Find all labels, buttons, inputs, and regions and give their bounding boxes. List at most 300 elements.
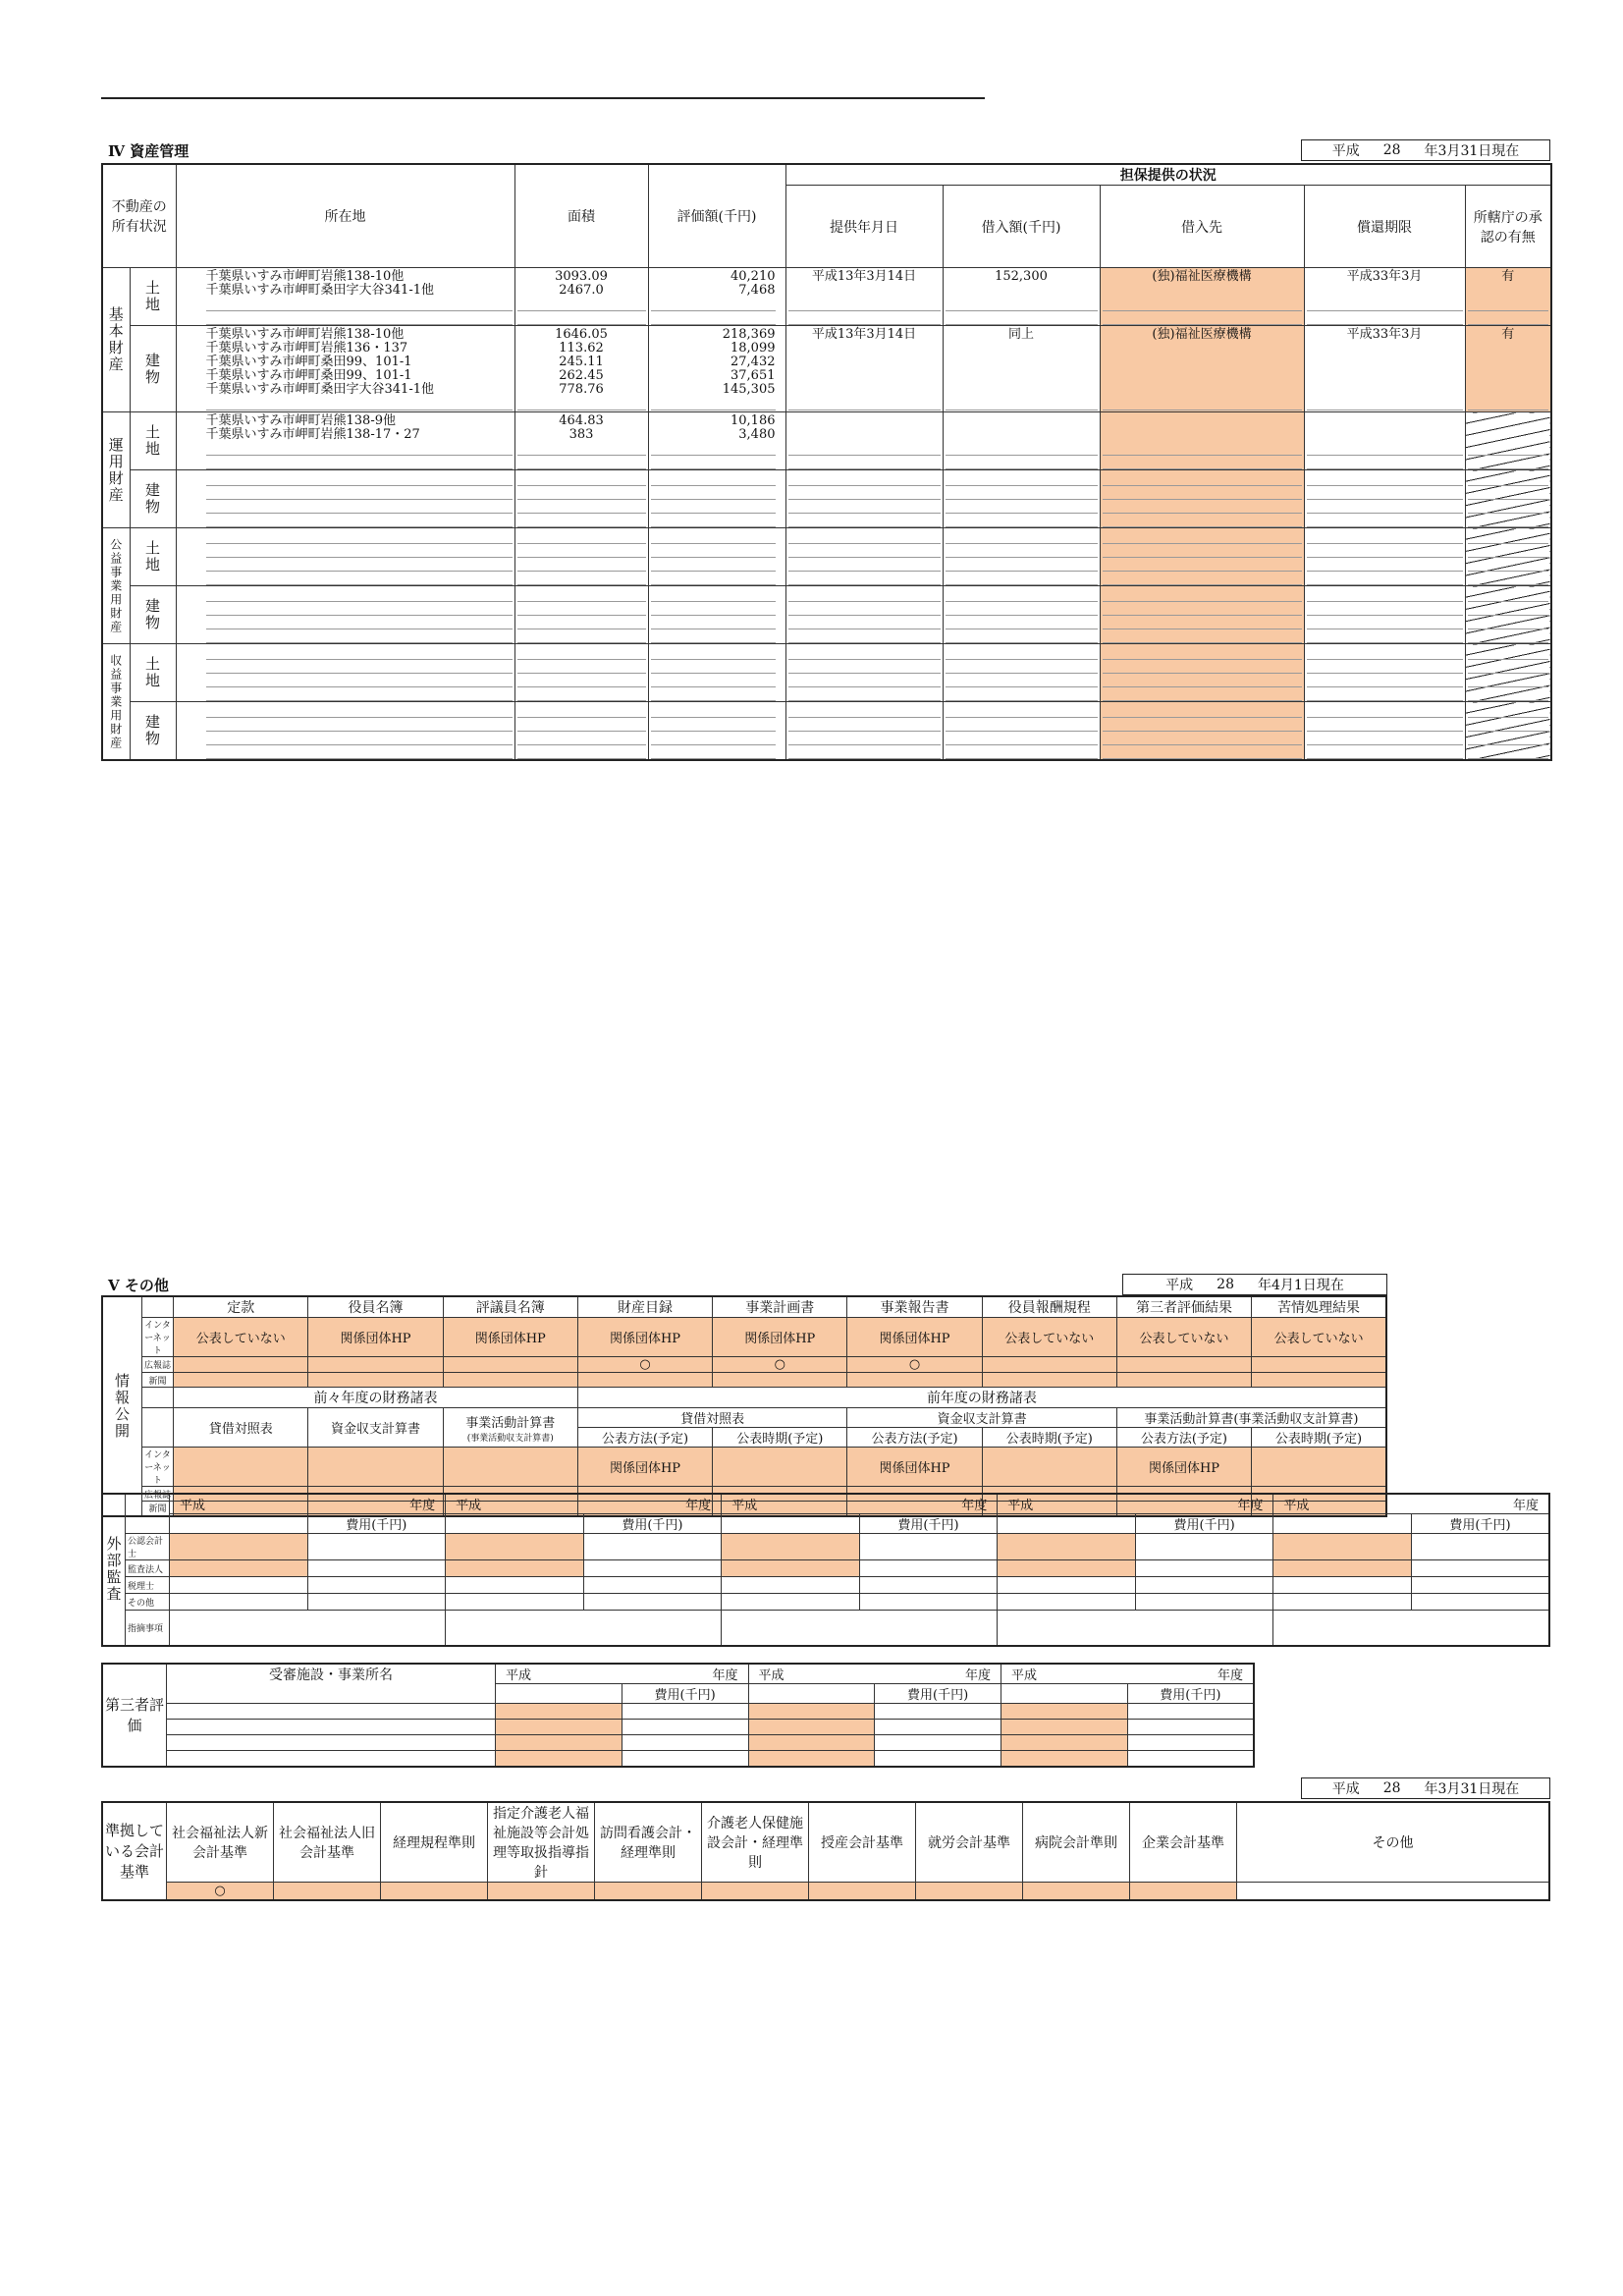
location-cell — [176, 586, 514, 644]
repay-cell-value — [1307, 414, 1463, 428]
cost-header: 費用(千円) — [859, 1514, 998, 1534]
location-cell-values — [206, 530, 513, 585]
repay-cell-values — [1307, 704, 1463, 759]
location-cell-value: 千葉県いすみ市岬町岩熊138-9他 — [205, 413, 396, 428]
info-value — [308, 1357, 443, 1373]
sub-label: 土地 — [130, 644, 176, 702]
ruled-line — [788, 588, 941, 602]
third-cell — [748, 1720, 875, 1735]
acct-mark — [809, 1883, 916, 1900]
ruled-line — [517, 687, 646, 701]
ruled-line — [788, 745, 941, 759]
info-value — [1116, 1373, 1251, 1388]
ruled-line — [788, 732, 941, 745]
remark-cell — [170, 1611, 446, 1646]
ruled-line — [1103, 544, 1302, 558]
pub-subheader — [1117, 1428, 1385, 1447]
era: 平成 — [1283, 1499, 1310, 1513]
ruled-line — [651, 674, 776, 687]
ruled-line — [206, 514, 513, 527]
ruled-line — [788, 298, 941, 311]
third-cell — [1001, 1751, 1128, 1767]
accounting-table — [101, 1801, 1550, 1901]
ruled-line — [206, 530, 513, 544]
loan-cell-values — [946, 646, 1098, 701]
ruled-line — [1468, 687, 1549, 701]
era: 平成 — [456, 1499, 482, 1513]
acct-mark — [595, 1883, 702, 1900]
info-col-header: 第三者評価結果 — [1116, 1296, 1251, 1318]
fin-value — [713, 1448, 847, 1487]
row-label: 公認会計士 — [126, 1534, 170, 1560]
cost-cell — [859, 1560, 998, 1577]
value-cell-value: 18,099 — [730, 341, 776, 355]
ruled-line — [206, 704, 513, 718]
ruled-line — [1103, 558, 1302, 572]
loan-cell — [943, 326, 1100, 412]
cost-cell — [583, 1577, 722, 1594]
area-cell-value: 1646.05 — [555, 327, 608, 342]
approval-cell-values — [1468, 704, 1549, 759]
date-cell — [785, 586, 943, 644]
repay-cell-values — [1307, 530, 1463, 585]
loan-cell-value — [946, 383, 1098, 397]
ruled-line — [517, 298, 646, 311]
info-col-header: 事業報告書 — [847, 1296, 982, 1318]
date-md: 年3月31日現在 — [1424, 143, 1520, 159]
acct-col-header: 授産会計基準 — [809, 1802, 916, 1883]
ruled-line — [1307, 544, 1463, 558]
ruled-line — [1468, 486, 1549, 500]
nendo: 年度 — [712, 1668, 738, 1683]
group-label: 公益事業用財産 — [102, 528, 130, 644]
ruled-line — [788, 486, 941, 500]
ruled-line — [206, 442, 513, 456]
cost-cell — [875, 1735, 1001, 1751]
date-cell — [785, 644, 943, 702]
ruled-line — [517, 500, 646, 514]
cost-header: 費用(千円) — [1411, 1514, 1549, 1534]
ruled-line — [517, 602, 646, 616]
ruled-line — [517, 397, 646, 410]
ruled-line — [788, 456, 941, 469]
blank-cell — [170, 1514, 308, 1534]
cost-cell — [859, 1594, 998, 1611]
ruled-line — [517, 486, 646, 500]
cost-cell — [622, 1735, 748, 1751]
ruled-line — [206, 602, 513, 616]
info-value — [1252, 1357, 1386, 1373]
ruled-line — [788, 442, 941, 456]
ruled-line — [1307, 660, 1463, 674]
loan-cell-value: 同上 — [1007, 327, 1034, 342]
ruled-line — [1103, 530, 1302, 544]
info-col-header: 財産目録 — [577, 1296, 712, 1318]
pub-method: 公表方法(予定) — [578, 1428, 713, 1447]
value-cell — [648, 644, 785, 702]
third-row — [102, 1704, 1254, 1720]
date-cell-values — [788, 588, 941, 643]
cost-cell — [583, 1594, 722, 1611]
ruled-line — [1307, 572, 1463, 585]
ruled-line — [1307, 298, 1463, 311]
ruled-line — [1103, 646, 1302, 660]
ruled-line — [651, 602, 776, 616]
fin-value — [982, 1448, 1116, 1487]
lender-cell-values — [1103, 530, 1302, 585]
date-cell-value — [788, 414, 941, 428]
value-header: 評価額(千円) — [648, 164, 785, 268]
location-cell-values — [206, 646, 513, 701]
acct-col-header: 社会福祉法人新会計基準 — [167, 1802, 274, 1883]
ruled-line — [1468, 544, 1549, 558]
lender-cell — [1100, 528, 1304, 586]
ruled-line — [1468, 674, 1549, 687]
ruled-line — [946, 486, 1098, 500]
date-era: 平成 — [1331, 143, 1360, 159]
audit-table — [101, 1493, 1550, 1647]
date-cell-values — [788, 530, 941, 585]
ruled-line — [206, 298, 513, 311]
ruled-line — [946, 718, 1098, 732]
ruled-line — [651, 660, 776, 674]
ruled-line — [651, 588, 776, 602]
ruled-line — [517, 572, 646, 585]
ruled-line — [1468, 456, 1549, 469]
row-label: 監査法人 — [126, 1560, 170, 1577]
pub-time: 公表時期(予定) — [736, 1432, 824, 1447]
info-value — [577, 1373, 712, 1388]
loan-cell — [943, 702, 1100, 761]
area-cell-values — [517, 646, 646, 701]
ruled-line — [1307, 616, 1463, 629]
lender-cell — [1100, 586, 1304, 644]
third-row — [102, 1751, 1254, 1767]
repay-cell-value — [1307, 369, 1463, 383]
info-value: 関係団体HP — [713, 1318, 847, 1357]
era: 平成 — [506, 1668, 532, 1683]
ruled-line — [1468, 616, 1549, 629]
approval-cell — [1465, 644, 1551, 702]
audit-year-cell — [1273, 1494, 1549, 1514]
ruled-line — [517, 616, 646, 629]
repay-cell — [1304, 702, 1465, 761]
loan-header: 借入額(千円) — [943, 186, 1100, 268]
remark-cell — [446, 1611, 722, 1646]
pub-time: 公表時期(予定) — [1005, 1432, 1093, 1447]
remark-cell — [998, 1611, 1273, 1646]
approval-cell-value — [1468, 383, 1549, 397]
ruled-line — [946, 588, 1098, 602]
ruled-line — [1468, 472, 1549, 486]
info-value: ○ — [577, 1357, 712, 1373]
location-cell — [176, 470, 514, 528]
blank-cell — [141, 1408, 173, 1448]
date-year: 28 — [1217, 1277, 1234, 1292]
third-cell — [1001, 1735, 1128, 1751]
ruled-line — [946, 558, 1098, 572]
cost-cell — [1127, 1735, 1254, 1751]
info-value — [847, 1373, 982, 1388]
ruled-line — [946, 298, 1098, 311]
audit-cell — [170, 1560, 308, 1577]
fin-prev-col-title: 事業活動計算書(事業活動収支計算書) — [1117, 1408, 1385, 1428]
fin-value: 関係団体HP — [1116, 1448, 1251, 1487]
pub-time: 公表時期(予定) — [1274, 1432, 1363, 1447]
blank-cell — [722, 1514, 860, 1534]
ruled-line — [788, 646, 941, 660]
ruled-line — [651, 616, 776, 629]
ruled-line — [1103, 732, 1302, 745]
audit-cell — [998, 1534, 1136, 1560]
info-value — [1116, 1357, 1251, 1373]
third-row — [102, 1735, 1254, 1751]
third-cell — [496, 1751, 622, 1767]
date-cell-values — [788, 328, 941, 410]
ruled-line — [1307, 704, 1463, 718]
cost-cell — [1127, 1720, 1254, 1735]
date-era: 平成 — [1165, 1278, 1194, 1293]
collateral-header: 担保提供の状況 — [785, 164, 1551, 186]
repay-header: 償還期限 — [1304, 186, 1465, 268]
location-cell-values — [206, 704, 513, 759]
date-cell — [785, 326, 943, 412]
ruled-line — [946, 397, 1098, 410]
ruled-line — [517, 718, 646, 732]
facility-cell — [167, 1735, 496, 1751]
lender-cell-value — [1103, 342, 1302, 355]
cost-cell — [307, 1577, 446, 1594]
ruled-line — [206, 745, 513, 759]
cost-cell — [1411, 1534, 1549, 1560]
ruled-line — [946, 629, 1098, 643]
sub-label: 土地 — [130, 528, 176, 586]
ruled-line — [517, 514, 646, 527]
repay-cell — [1304, 644, 1465, 702]
ruled-line — [1103, 687, 1302, 701]
ruled-line — [788, 602, 941, 616]
area-cell — [514, 586, 648, 644]
ruled-line — [1103, 397, 1302, 410]
info-value: 公表していない — [1116, 1318, 1251, 1357]
info-table — [101, 1295, 1387, 1517]
audit-cell — [722, 1534, 860, 1560]
area-cell-value: 113.62 — [559, 341, 604, 355]
info-value: ○ — [713, 1357, 847, 1373]
audit-cell — [998, 1577, 1136, 1594]
info-value — [174, 1373, 308, 1388]
repay-cell-values — [1307, 588, 1463, 643]
cost-cell — [1411, 1577, 1549, 1594]
value-cell-value: 27,432 — [730, 355, 776, 369]
date-cell-value — [788, 284, 941, 298]
ruled-line — [1307, 530, 1463, 544]
ruled-line — [1468, 660, 1549, 674]
row-label: その他 — [126, 1594, 170, 1611]
fin-sub-row — [102, 1408, 1386, 1448]
audit-cell — [1273, 1594, 1412, 1611]
third-cell — [748, 1704, 875, 1720]
loan-cell-values — [946, 530, 1098, 585]
location-cell — [176, 268, 514, 326]
area-cell — [514, 412, 648, 470]
approval-cell-value — [1468, 369, 1549, 383]
facility-header: 受審施設・事業所名 — [167, 1664, 496, 1704]
blank-cell — [141, 1388, 173, 1408]
date-cell-value: 平成13年3月14日 — [811, 269, 917, 284]
audit-row — [102, 1577, 1549, 1594]
lender-cell-value — [1103, 428, 1302, 442]
ruled-line — [1103, 500, 1302, 514]
section5-title: Ⅴ その他 — [108, 1277, 169, 1294]
era: 平成 — [1007, 1499, 1034, 1513]
ruled-line — [206, 687, 513, 701]
ruled-line — [1103, 629, 1302, 643]
info-value: 公表していない — [174, 1318, 308, 1357]
ruled-line — [1103, 442, 1302, 456]
sub-label: 建物 — [130, 702, 176, 761]
audit-cell — [170, 1534, 308, 1560]
value-cell-value: 37,651 — [730, 368, 776, 383]
info-value — [982, 1373, 1116, 1388]
loan-cell-values — [946, 270, 1098, 325]
sub-label: 建物 — [130, 470, 176, 528]
ruled-line — [946, 311, 1098, 325]
approval-cell-value: 有 — [1501, 327, 1515, 342]
ruled-line — [1468, 732, 1549, 745]
info-value — [308, 1373, 443, 1388]
area-cell-values — [517, 588, 646, 643]
cost-cell — [859, 1577, 998, 1594]
cost-cell — [1411, 1560, 1549, 1577]
facility-cell — [167, 1751, 496, 1767]
acct-mark — [1023, 1883, 1130, 1900]
value-cell — [648, 412, 785, 470]
era: 平成 — [1011, 1668, 1038, 1683]
third-cell — [496, 1720, 622, 1735]
ruled-line — [946, 472, 1098, 486]
nendo: 年度 — [1512, 1499, 1539, 1513]
lender-cell-values — [1103, 588, 1302, 643]
date-year: 28 — [1382, 1780, 1401, 1796]
blank-cell — [126, 1494, 170, 1534]
cost-cell — [875, 1704, 1001, 1720]
location-cell-values — [206, 588, 513, 643]
cost-cell — [1135, 1534, 1273, 1560]
fin-value: 関係団体HP — [847, 1448, 982, 1487]
fin-col: 貸借対照表 — [174, 1408, 308, 1448]
asset-row — [102, 528, 1551, 586]
date-cell-values — [788, 472, 941, 527]
cost-cell — [875, 1720, 1001, 1735]
lender-cell — [1100, 326, 1304, 412]
ruled-line — [1468, 602, 1549, 616]
audit-year-cell — [998, 1494, 1273, 1514]
acct-header-row — [102, 1802, 1549, 1883]
third-header-row — [102, 1664, 1254, 1684]
lender-header: 借入先 — [1100, 186, 1304, 268]
ruled-line — [206, 472, 513, 486]
ruled-line — [517, 704, 646, 718]
row-label: インターネット — [141, 1318, 173, 1357]
ruled-line — [1307, 602, 1463, 616]
audit-year-cell — [170, 1494, 446, 1514]
approval-cell-values — [1468, 270, 1549, 325]
audit-cell — [722, 1577, 860, 1594]
cost-cell — [1411, 1594, 1549, 1611]
info-col-header: 役員名簿 — [308, 1296, 443, 1318]
asset-row — [102, 412, 1551, 470]
approval-cell-value — [1468, 342, 1549, 355]
ruled-line — [1468, 704, 1549, 718]
audit-cell — [446, 1534, 584, 1560]
location-cell-value: 千葉県いすみ市岬町桑田99、101-1 — [205, 355, 412, 369]
acct-col-header: 企業会計基準 — [1130, 1802, 1237, 1883]
approval-cell-value — [1468, 284, 1549, 298]
date-cell-values — [788, 646, 941, 701]
repay-cell-value: 平成33年3月 — [1346, 269, 1423, 284]
audit-year — [172, 1495, 443, 1513]
info-value: 関係団体HP — [577, 1318, 712, 1357]
row-label: 税理士 — [126, 1577, 170, 1594]
area-cell-values — [517, 530, 646, 585]
cost-cell — [307, 1560, 446, 1577]
loan-cell-values — [946, 414, 1098, 469]
third-year — [1003, 1665, 1251, 1683]
value-cell-value: 218,369 — [722, 327, 776, 342]
fin-prev-col — [577, 1408, 847, 1448]
date-cell — [785, 470, 943, 528]
location-cell-value: 千葉県いすみ市岬町桑田99、101-1 — [205, 368, 412, 383]
third-cell — [496, 1704, 622, 1720]
acct-mark-row — [102, 1883, 1549, 1900]
era: 平成 — [731, 1499, 758, 1513]
date-cell-value — [788, 342, 941, 355]
cost-cell — [583, 1534, 722, 1560]
section6-date — [1301, 1777, 1550, 1799]
cost-cell — [622, 1704, 748, 1720]
third-year-cell — [1001, 1664, 1255, 1684]
value-cell-values — [651, 704, 776, 759]
audit-cell — [722, 1560, 860, 1577]
location-header: 所在地 — [176, 164, 514, 268]
audit-cell — [1273, 1577, 1412, 1594]
ruled-line — [946, 745, 1098, 759]
info-row-internet — [102, 1318, 1386, 1357]
location-cell — [176, 528, 514, 586]
info-value — [443, 1373, 577, 1388]
audit-year-cell — [722, 1494, 998, 1514]
ruled-line — [1103, 472, 1302, 486]
ruled-line — [1307, 514, 1463, 527]
location-cell-values — [206, 414, 513, 469]
fin-col-main: 事業活動計算書 — [465, 1415, 556, 1431]
pub-subheader — [578, 1428, 847, 1447]
audit-cell — [446, 1594, 584, 1611]
cost-cell — [622, 1751, 748, 1767]
row-label: 指摘事項 — [126, 1611, 170, 1646]
acct-col-header: 訪問看護会計・経理準則 — [595, 1802, 702, 1883]
lender-cell-values — [1103, 328, 1302, 410]
ruled-line — [1307, 442, 1463, 456]
info-value: 公表していない — [982, 1318, 1116, 1357]
loan-cell — [943, 644, 1100, 702]
remark-cell — [1273, 1611, 1549, 1646]
cost-header: 費用(千円) — [875, 1684, 1001, 1704]
info-value: 関係団体HP — [847, 1318, 982, 1357]
loan-cell — [943, 528, 1100, 586]
row-label: 広報誌 — [141, 1487, 173, 1502]
